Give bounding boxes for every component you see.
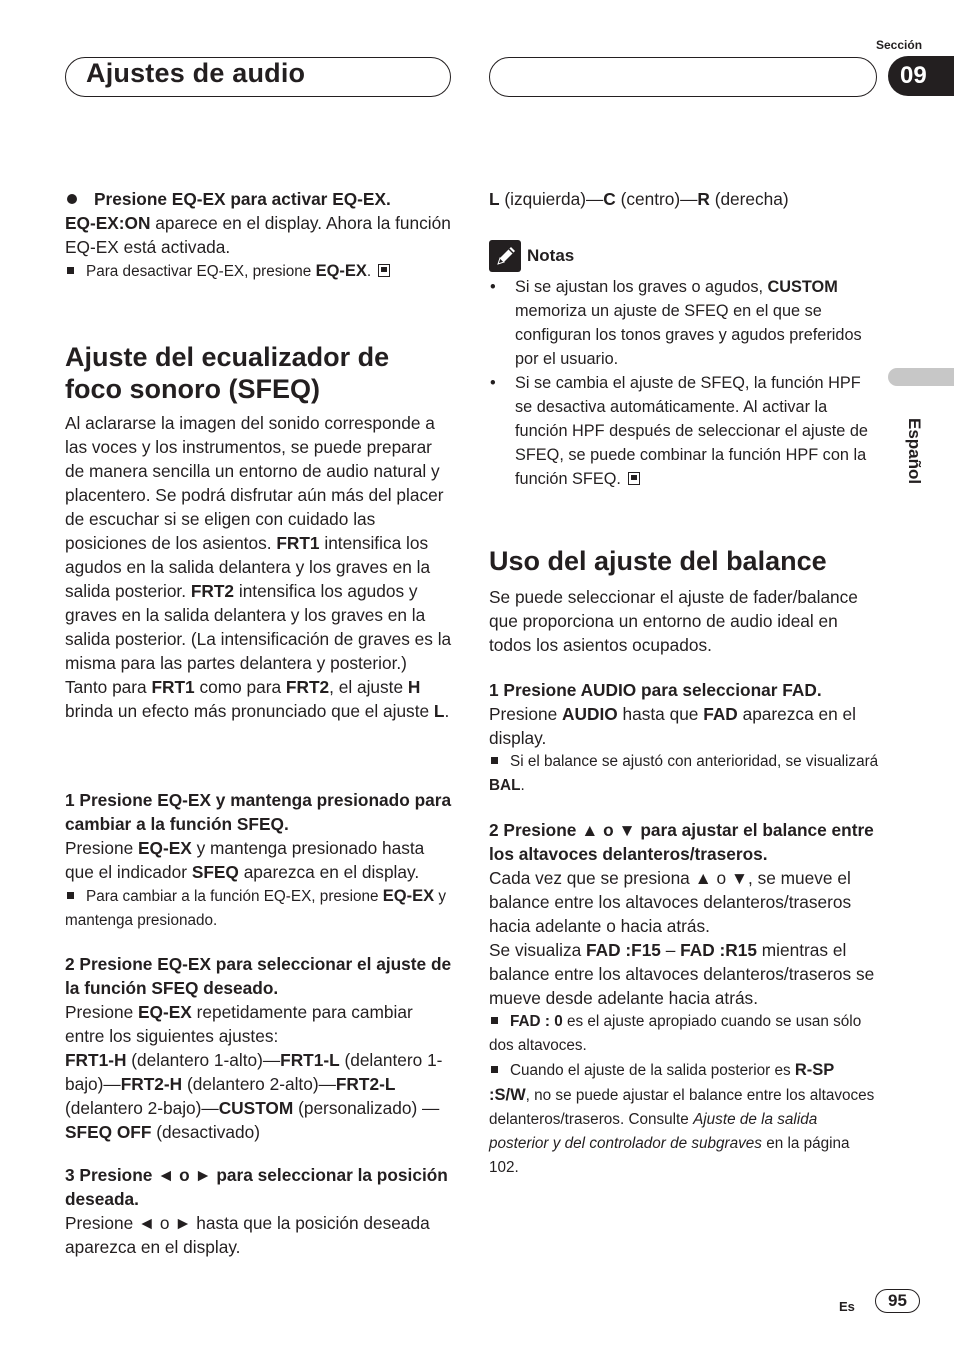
text-run: intensifica los agudos y graves en la salida delantera y los graves en la salida posterior. (La intensificación de graves es la misma para las partes delantera y posterior.) Tanto para (65, 581, 452, 697)
text-run: Al aclararse la imagen del sonido corresponde a las voces y los instrumentos, se puede preparar de manera sencilla un entorno de audio natural y placentero. Se podrá disfrutar aún más del placer de escuchar si se eligen con cuidado las posiciones de los asientos. (65, 413, 444, 553)
emphasized-term: FAD : 0 (510, 1013, 563, 1030)
footer-language: Es (839, 1299, 855, 1314)
emphasized-term: L (433, 701, 445, 721)
balance-step2-block (489, 818, 879, 1180)
end-mark-icon (628, 472, 640, 485)
text-run: Presione (65, 1002, 139, 1022)
emphasized-term: FRT1-L (280, 1050, 340, 1070)
intro-note: Para desactivar EQ-EX, presione EQ-EX. (65, 259, 453, 284)
text-run: , el ajuste (329, 677, 408, 697)
text-run: Si se ajustan los graves o agudos, (515, 278, 768, 296)
emphasized-term: BAL (489, 777, 521, 794)
step2-block (65, 952, 453, 1144)
square-bullet-icon (67, 267, 74, 274)
step2-settings-list (65, 1048, 453, 1144)
text-run: (desactivado) (151, 1122, 260, 1142)
square-bullet-icon (491, 757, 498, 764)
page-number: 95 (875, 1289, 920, 1313)
step1-block (65, 788, 453, 933)
text-run: Presione (489, 704, 563, 724)
square-bullet-icon (491, 1017, 498, 1024)
text-run: (centro)— (615, 189, 698, 209)
end-mark-icon (378, 264, 390, 277)
square-bullet-icon (491, 1066, 498, 1073)
text-run: (derecha) (709, 189, 789, 209)
balance-step2-note: Cuando el ajuste de la salida posterior es R-SP :S/W, no se puede ajustar el balance entre los altavoces delanteros/traseros. Consulte Ajuste de la salida posterior y del controlador de subgraves en la página 102. (489, 1061, 875, 1176)
emphasized-term: FRT1 (276, 533, 320, 553)
text-run: aparezca en el display. (238, 862, 420, 882)
balance-step2-display (489, 938, 879, 1010)
notes-block (489, 239, 879, 491)
side-tab-language: Español (905, 418, 924, 485)
step3-body: Presione ◄ o ► hasta que la posición deseada aparezca en el display. (65, 1213, 430, 1257)
note-item: • Si se cambia el ajuste de SFEQ, la función HPF se desactiva automáticamente. Al activar la función HPF después de seleccionar el ajuste de SFEQ, se puede combinar la función HPF con la función SFEQ. (489, 371, 879, 491)
text-run: Se visualiza (489, 940, 587, 960)
intro-block (65, 187, 453, 284)
text-run: repetidamente para cambiar entre los siguientes ajustes: (65, 1002, 413, 1046)
text-run: (delantero 1-alto)— (126, 1050, 281, 1070)
step1-body (65, 836, 453, 884)
note-item (489, 275, 879, 371)
sfeq-body (65, 411, 453, 723)
emphasized-term: FRT1 (151, 677, 195, 697)
text-run: (izquierda)— (499, 189, 604, 209)
emphasized-term: FRT1-H (65, 1050, 127, 1070)
step2-title: 2 Presione EQ-EX para seleccionar el ajuste de la función SFEQ deseado. (65, 954, 452, 998)
step1-title: 1 Presione EQ-EX y mantenga presionado para cambiar a la función SFEQ. (65, 790, 452, 834)
emphasized-term: FAD :F15 (586, 940, 661, 960)
emphasized-term: SFEQ (191, 862, 239, 882)
emphasized-term: EQ-EX (138, 838, 192, 858)
page-header-title: Ajustes de audio (86, 58, 306, 88)
emphasized-term: FRT2 (190, 581, 235, 601)
emphasized-term: FAD (703, 704, 738, 724)
cross-reference-link: Ajuste de la salida posterior y del controlador de subgraves (489, 1111, 818, 1152)
step1-note: Para cambiar a la función EQ-EX, presione EQ-EX y mantenga presionado. (65, 887, 447, 929)
emphasized-term: C (603, 189, 616, 209)
emphasized-term: FRT2-L (335, 1074, 396, 1094)
balance-heading: Uso del ajuste del balance (489, 546, 827, 576)
emphasized-term: L (489, 189, 500, 209)
emphasized-term: CUSTOM (218, 1098, 294, 1118)
text-run: Si el balance se ajustó con anterioridad, se visualizará (510, 753, 879, 770)
text-run: es el ajuste apropiado cuando se usan sólo dos altavoces. (489, 1013, 862, 1054)
side-tab-marker (888, 368, 954, 386)
section-number-badge: 09 (888, 56, 954, 96)
text-run: . (444, 701, 450, 721)
step3-block (65, 1163, 453, 1259)
balance-step2-title: 2 Presione ▲ o ▼ para ajustar el balance entre los altavoces delanteros/traseros. (489, 820, 874, 864)
notes-header (489, 239, 879, 273)
square-bullet-icon (67, 892, 74, 899)
step3-title: 3 Presione ◄ o ► para seleccionar la posición deseada. (65, 1165, 448, 1209)
emphasized-term: CUSTOM (767, 278, 838, 296)
balance-step1-note (489, 750, 879, 798)
emphasized-term: AUDIO (562, 704, 618, 724)
emphasized-term: FAD :R15 (680, 940, 757, 960)
balance-step1-title: 1 Presione AUDIO para seleccionar FAD. (489, 680, 822, 700)
section-label: Sección (876, 38, 923, 52)
emphasized-term: R (697, 189, 710, 209)
emphasized-term: FRT2-H (120, 1074, 183, 1094)
text-run: (personalizado) — (293, 1098, 440, 1118)
balance-step2-body: Cada vez que se presiona ▲ o ▼, se mueve el balance entre los altavoces delanteros/traseros hacia adelante o hacia atrás. (489, 868, 852, 936)
text-run: mientras el balance entre los altavoces delanteros/traseros se mueve desde adelante hacia atrás. (489, 940, 875, 1008)
text-run: intensifica los agudos en la salida delantera y los graves en la salida posterior. (65, 533, 431, 601)
balance-step2-note (489, 1010, 879, 1058)
text-run: memoriza un ajuste de SFEQ en el que se configuran los tonos graves y agudos preferidos por el usuario. (515, 302, 862, 368)
emphasized-term: FRT2 (285, 677, 330, 697)
text-run: como para (194, 677, 286, 697)
position-options (489, 187, 879, 211)
balance-step1-block (489, 678, 879, 798)
text-run: (delantero 1-bajo)— (65, 1050, 443, 1094)
text-run: brinda un efecto más pronunciado que el ajuste (65, 701, 434, 721)
sfeq-heading: Ajuste del ecualizador de foco sonoro (SFEQ) (65, 342, 390, 404)
emphasized-term: EQ-EX (138, 1002, 192, 1022)
emphasized-term: H (407, 677, 421, 697)
step2-body (65, 1000, 453, 1048)
intro-text: EQ-EX:ON aparece en el display. Ahora la función EQ-EX está activada. (65, 213, 451, 257)
text-run: – (660, 940, 681, 960)
emphasized-term: SFEQ OFF (65, 1122, 152, 1142)
text-run: . (520, 777, 525, 794)
text-run: Presione (65, 838, 139, 858)
balance-intro: Se puede seleccionar el ajuste de fader/balance que proporciona un entorno de audio ideal en todos los asientos ocupados. (489, 587, 858, 655)
notes-title: Notas (527, 246, 575, 265)
text-run: (delantero 2-bajo)— (65, 1098, 219, 1118)
text-run: aparezca en el display. (489, 704, 856, 748)
pencil-note-icon (489, 240, 521, 272)
intro-step-title: Presione EQ-EX para activar EQ-EX. (65, 187, 453, 211)
balance-step1-body (489, 702, 879, 750)
text-run: hasta que (617, 704, 704, 724)
text-run: y mantenga presionado hasta que el indicador (65, 838, 425, 882)
header-blank-frame (489, 57, 877, 97)
bullet-dot-icon (67, 194, 77, 204)
text-run: (delantero 2-alto)— (182, 1074, 336, 1094)
